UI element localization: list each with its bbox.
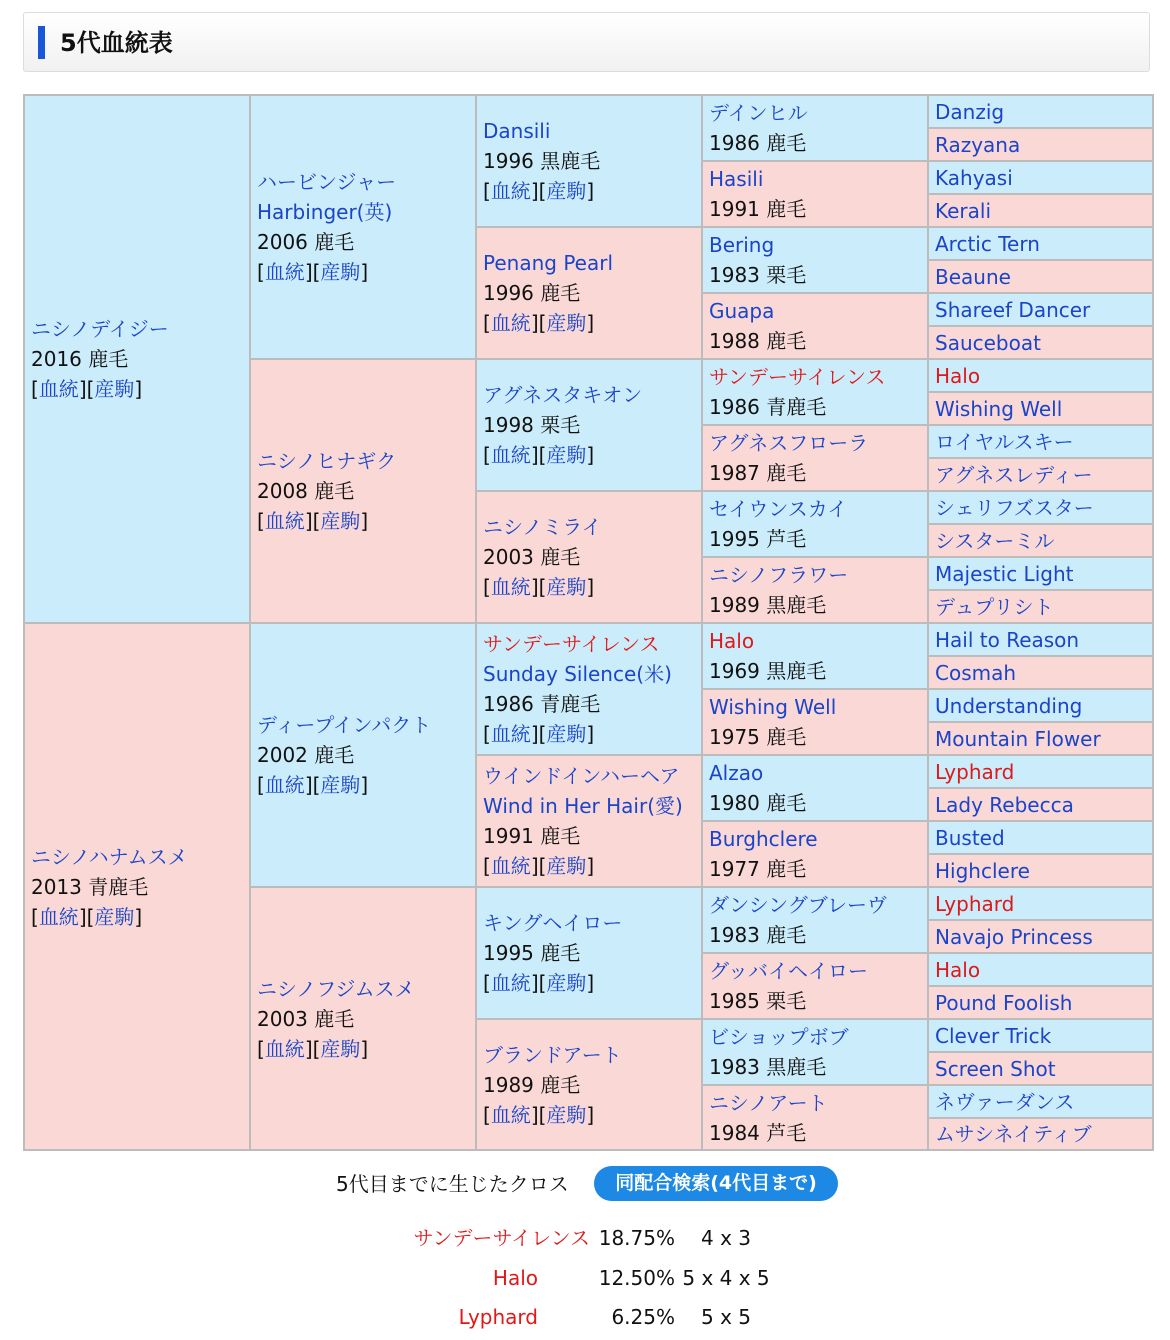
horse-cell-gen4 <box>702 227 928 293</box>
horse-name-link[interactable]: Pound Foolish <box>935 990 1073 1015</box>
pedigree-link[interactable]: 血統 <box>264 773 305 797</box>
horse-name-link[interactable]: ムサシネイティブ <box>935 1122 1092 1146</box>
horse-name-link[interactable]: Cosmah <box>935 660 1017 685</box>
horse-name-link[interactable]: Danzig <box>935 99 1005 124</box>
horse-cell-gen5 <box>928 194 1153 227</box>
horse-name-link[interactable]: Halo <box>935 363 981 388</box>
horse-cell-gen5 <box>928 1052 1153 1085</box>
horse-name-link[interactable]: Kerali <box>935 198 992 223</box>
horse-year-color: 1991 鹿毛 <box>483 824 581 848</box>
horse-name-link[interactable]: Highclere <box>935 858 1030 883</box>
horse-cell-gen5 <box>928 260 1153 293</box>
horse-cell-gen5 <box>928 623 1153 656</box>
horse-cell-gen4 <box>702 293 928 359</box>
horse-name-link[interactable]: Busted <box>935 825 1005 850</box>
horse-cell-gen5 <box>928 590 1153 623</box>
horse-cell-gen5 <box>928 491 1153 524</box>
pedigree-row <box>24 623 1153 656</box>
horse-name-link[interactable]: ディープインパクト <box>257 713 432 737</box>
horse-links: [血統][産駒] <box>483 443 595 467</box>
horse-cell-gen5 <box>928 722 1153 755</box>
horse-cell-gen5 <box>928 788 1153 821</box>
horse-name-link[interactable]: Burghclere <box>709 827 818 851</box>
horse-name-link[interactable]: サンデーサイレンス <box>709 365 886 389</box>
horse-cell-gen5 <box>928 425 1153 458</box>
pedigree-link[interactable]: 血統 <box>490 722 531 746</box>
horse-name-link[interactable]: サンデーサイレンス <box>483 632 660 656</box>
horse-links: [血統][産駒] <box>483 1102 595 1127</box>
horse-year-color: 1985 栗毛 <box>709 989 807 1013</box>
pedigree-link[interactable]: 血統 <box>38 377 79 401</box>
horse-cell-gen5 <box>928 458 1153 491</box>
horse-year-color: 1983 鹿毛 <box>709 923 807 947</box>
pedigree-link[interactable]: 血統 <box>38 904 79 929</box>
offspring-link[interactable]: 産駒 <box>320 1036 361 1061</box>
horse-cell-gen4 <box>702 953 928 1019</box>
horse-cell-gen4 <box>702 623 928 689</box>
offspring-link[interactable]: 産駒 <box>94 904 135 929</box>
horse-year-color: 1986 青鹿毛 <box>709 395 827 419</box>
horse-cell-gen1 <box>24 95 250 623</box>
horse-cell-gen5 <box>928 821 1153 854</box>
horse-year-color: 1989 黒鹿毛 <box>709 593 827 617</box>
horse-year-color: 1987 鹿毛 <box>709 461 807 485</box>
cross-label: 5代目までに生じたクロス <box>336 1172 569 1196</box>
horse-name-link[interactable]: デュプリシト <box>935 594 1054 619</box>
horse-links: [血統][産駒] <box>483 311 595 335</box>
horse-year-color: 1988 鹿毛 <box>709 329 807 353</box>
horse-english-name-link[interactable]: Wind in Her Hair(愛) <box>483 794 683 818</box>
cross-horse-name[interactable]: Lyphard <box>458 1305 538 1329</box>
horse-year-color: 2003 鹿毛 <box>257 1006 355 1031</box>
horse-year-color: 1975 鹿毛 <box>709 725 807 749</box>
horse-name-link[interactable]: Shareef Dancer <box>935 297 1091 322</box>
horse-cell-gen5 <box>928 557 1153 590</box>
pedigree-link[interactable]: 血統 <box>490 575 531 599</box>
horse-cell-gen5 <box>928 755 1153 788</box>
horse-name-link[interactable]: グッバイヘイロー <box>709 959 868 983</box>
horse-name-link[interactable]: ハービンジャー <box>257 170 397 194</box>
horse-cell-gen5 <box>928 1019 1153 1052</box>
horse-year-color: 2003 鹿毛 <box>483 545 581 569</box>
horse-name-link[interactable]: Alzao <box>709 761 764 785</box>
offspring-link[interactable]: 産駒 <box>546 443 587 467</box>
horse-name-link[interactable]: Understanding <box>935 693 1083 718</box>
horse-year-color: 1977 鹿毛 <box>709 857 807 881</box>
horse-name-link[interactable]: Halo <box>935 957 981 982</box>
horse-name-link[interactable]: Arctic Tern <box>935 231 1040 256</box>
pedigree-table <box>23 94 1154 1151</box>
horse-name-link[interactable]: Penang Pearl <box>483 251 613 275</box>
horse-name-link[interactable]: Clever Trick <box>935 1023 1052 1048</box>
horse-links: [血統][産駒] <box>483 854 595 878</box>
pedigree-link[interactable]: 血統 <box>490 971 531 995</box>
horse-year-color: 1984 芦毛 <box>709 1120 807 1145</box>
horse-links: [血統][産駒] <box>483 575 595 599</box>
horse-cell-gen2 <box>250 623 476 887</box>
horse-cell-gen3 <box>476 227 702 359</box>
same-breeding-search-button[interactable]: 同配合検索(4代目まで) <box>594 1166 838 1201</box>
horse-name-link[interactable]: アグネスタキオン <box>483 383 643 407</box>
horse-name-link[interactable]: ニシノフラワー <box>709 563 849 587</box>
horse-cell-gen5 <box>928 689 1153 722</box>
horse-links: [血統][産駒] <box>257 509 369 533</box>
offspring-link[interactable]: 産駒 <box>320 773 361 797</box>
cross-percent: 18.75% <box>598 1226 675 1250</box>
horse-cell-gen5 <box>928 128 1153 161</box>
cross-horse-name[interactable]: Halo <box>492 1266 538 1290</box>
horse-year-color: 1986 青鹿毛 <box>483 692 601 716</box>
horse-cell-gen5 <box>928 293 1153 326</box>
horse-cell-gen4 <box>702 491 928 557</box>
horse-cell-gen4 <box>702 359 928 425</box>
cross-percent: 6.25% <box>611 1305 675 1329</box>
horse-cell-gen4 <box>702 161 928 227</box>
horse-cell-gen4 <box>702 425 928 491</box>
offspring-link[interactable]: 産駒 <box>320 509 361 533</box>
horse-cell-gen5 <box>928 887 1153 920</box>
offspring-link[interactable]: 産駒 <box>320 260 361 284</box>
cross-pattern: 5 x 5 <box>701 1305 751 1329</box>
pedigree-link[interactable]: 血統 <box>490 1102 531 1127</box>
offspring-link[interactable]: 産駒 <box>546 311 587 335</box>
horse-name-link[interactable]: アグネスレディー <box>935 462 1093 487</box>
horse-year-color: 1980 鹿毛 <box>709 791 807 815</box>
horse-cell-gen5 <box>928 95 1153 128</box>
horse-name-link[interactable]: Lyphard <box>935 759 1015 784</box>
horse-cell-gen5 <box>928 953 1153 986</box>
horse-cell-gen3 <box>476 359 702 491</box>
pedigree-link[interactable]: 血統 <box>490 311 531 335</box>
horse-name-link[interactable]: ニシノヒナギク <box>257 449 397 473</box>
offspring-link[interactable]: 産駒 <box>546 575 587 599</box>
horse-links: [血統][産駒] <box>257 773 369 797</box>
horse-name-link[interactable]: ニシノアート <box>709 1090 828 1115</box>
horse-cell-gen4 <box>702 887 928 953</box>
horse-links: [血統][産駒] <box>483 179 595 203</box>
horse-year-color: 1995 芦毛 <box>709 527 807 551</box>
horse-year-color: 1996 鹿毛 <box>483 281 581 305</box>
horse-name-link[interactable]: Wishing Well <box>935 396 1063 421</box>
horse-cell-gen5 <box>928 227 1153 260</box>
horse-english-name-link[interactable]: Sunday Silence(米) <box>483 662 672 686</box>
horse-name-link[interactable]: ニシノフジムスメ <box>257 976 415 1001</box>
horse-year-color: 1986 鹿毛 <box>709 131 807 155</box>
horse-name-link[interactable]: ニシノハナムスメ <box>31 844 188 869</box>
horse-year-color: 1989 鹿毛 <box>483 1072 581 1097</box>
horse-name-link[interactable]: ビショップボブ <box>709 1025 849 1049</box>
horse-name-link[interactable]: デインヒル <box>709 101 808 125</box>
horse-cell-gen3 <box>476 1019 702 1150</box>
horse-links: [血統][産駒] <box>31 904 143 929</box>
horse-name-link[interactable]: アグネスフローラ <box>709 431 869 455</box>
horse-name-link[interactable]: Hail to Reason <box>935 627 1080 652</box>
horse-name-link[interactable]: ニシノミライ <box>483 515 602 539</box>
horse-cell-gen3 <box>476 491 702 623</box>
offspring-link[interactable]: 産駒 <box>546 971 587 995</box>
horse-cell-gen5 <box>928 656 1153 689</box>
cross-pattern: 5 x 4 x 5 <box>682 1266 770 1290</box>
horse-name-link[interactable]: Screen Shot <box>935 1056 1056 1081</box>
horse-cell-gen5 <box>928 1118 1153 1150</box>
horse-year-color: 2016 鹿毛 <box>31 347 129 371</box>
horse-name-link[interactable]: Bering <box>709 233 775 257</box>
horse-name-link[interactable]: ニシノデイジー <box>31 317 169 341</box>
horse-name-link[interactable]: Mountain Flower <box>935 726 1101 751</box>
section-header <box>23 12 1150 72</box>
horse-links: [血統][産駒] <box>31 377 143 401</box>
page-title: 5代血統表 <box>60 29 173 57</box>
horse-name-link[interactable]: Kahyasi <box>935 165 1013 190</box>
horse-english-name-link[interactable]: Harbinger(英) <box>257 200 393 224</box>
horse-name-link[interactable]: シスターミル <box>935 528 1055 553</box>
horse-links: [血統][産駒] <box>257 260 369 284</box>
horse-name-link[interactable]: ダンシングブレーヴ <box>709 893 887 917</box>
offspring-link[interactable]: 産駒 <box>546 854 587 878</box>
horse-name-link[interactable]: Hasili <box>709 167 764 191</box>
horse-name-link[interactable]: Sauceboat <box>935 330 1041 355</box>
horse-year-color: 2013 青鹿毛 <box>31 874 149 899</box>
horse-cell-gen5 <box>928 326 1153 359</box>
pedigree-link[interactable]: 血統 <box>490 854 531 878</box>
horse-cell-gen5 <box>928 161 1153 194</box>
horse-year-color: 1995 鹿毛 <box>483 941 581 965</box>
horse-cell-gen5 <box>928 854 1153 887</box>
horse-cell-gen3 <box>476 95 702 227</box>
horse-cell-gen2 <box>250 887 476 1150</box>
pedigree-link[interactable]: 血統 <box>264 1036 305 1061</box>
pedigree-row <box>24 95 1153 128</box>
horse-links: [血統][産駒] <box>483 971 595 995</box>
offspring-link[interactable]: 産駒 <box>94 377 135 401</box>
horse-cell-gen5 <box>928 524 1153 557</box>
horse-cell-gen4 <box>702 689 928 755</box>
horse-year-color: 2002 鹿毛 <box>257 743 355 767</box>
horse-year-color: 2006 鹿毛 <box>257 230 355 254</box>
horse-cell-gen4 <box>702 557 928 623</box>
horse-cell-gen3 <box>476 887 702 1019</box>
horse-name-link[interactable]: Halo <box>709 629 755 653</box>
horse-name-link[interactable]: ウインドインハーヘア <box>483 764 680 788</box>
header-accent-bar <box>38 26 45 59</box>
horse-name-link[interactable]: Razyana <box>935 132 1021 157</box>
horse-name-link[interactable]: Navajo Princess <box>935 924 1093 949</box>
horse-name-link[interactable]: Lyphard <box>935 891 1015 916</box>
horse-cell-gen1 <box>24 623 250 1150</box>
horse-name-link[interactable]: ネヴァーダンス <box>935 1089 1075 1114</box>
horse-cell-gen4 <box>702 95 928 161</box>
horse-year-color: 1983 黒鹿毛 <box>709 1055 827 1079</box>
pedigree-link[interactable]: 血統 <box>264 509 305 533</box>
horse-year-color: 1969 黒鹿毛 <box>709 659 827 683</box>
horse-name-link[interactable]: Beaune <box>935 264 1011 289</box>
horse-cell-gen4 <box>702 821 928 887</box>
horse-name-link[interactable]: ブランドアート <box>483 1042 622 1067</box>
horse-name-link[interactable]: Guapa <box>709 299 775 323</box>
horse-year-color: 1996 黒鹿毛 <box>483 149 601 173</box>
pedigree-link[interactable]: 血統 <box>490 443 531 467</box>
horse-name-link[interactable]: Wishing Well <box>709 695 837 719</box>
pedigree-link[interactable]: 血統 <box>264 260 305 284</box>
horse-name-link[interactable]: セイウンスカイ <box>709 497 848 521</box>
horse-name-link[interactable]: Majestic Light <box>935 561 1074 586</box>
cross-horse-name[interactable]: サンデーサイレンス <box>413 1226 590 1250</box>
horse-cell-gen5 <box>928 986 1153 1019</box>
horse-name-link[interactable]: ロイヤルスキー <box>935 429 1074 454</box>
offspring-link[interactable]: 産駒 <box>546 1102 587 1127</box>
horse-cell-gen2 <box>250 95 476 359</box>
horse-cell-gen5 <box>928 359 1153 392</box>
horse-links: [血統][産駒] <box>257 1036 369 1061</box>
horse-cell-gen4 <box>702 1085 928 1150</box>
horse-cell-gen5 <box>928 920 1153 953</box>
horse-name-link[interactable]: Dansili <box>483 119 551 143</box>
horse-year-color: 1998 栗毛 <box>483 413 581 437</box>
horse-cell-gen4 <box>702 755 928 821</box>
horse-name-link[interactable]: Lady Rebecca <box>935 792 1074 817</box>
horse-name-link[interactable]: シェリフズスター <box>935 495 1094 520</box>
horse-year-color: 1983 栗毛 <box>709 263 807 287</box>
cross-pattern: 4 x 3 <box>701 1226 751 1250</box>
cross-percent: 12.50% <box>598 1266 675 1290</box>
horse-year-color: 1991 鹿毛 <box>709 197 807 221</box>
horse-cell-gen2 <box>250 359 476 623</box>
horse-cell-gen5 <box>928 1085 1153 1118</box>
pedigree-link[interactable]: 血統 <box>490 179 531 203</box>
offspring-link[interactable]: 産駒 <box>546 722 587 746</box>
horse-cell-gen5 <box>928 392 1153 425</box>
horse-cell-gen3 <box>476 623 702 755</box>
horse-cell-gen3 <box>476 755 702 887</box>
horse-cell-gen4 <box>702 1019 928 1085</box>
horse-name-link[interactable]: キングヘイロー <box>483 911 623 935</box>
horse-links: [血統][産駒] <box>483 722 595 746</box>
offspring-link[interactable]: 産駒 <box>546 179 587 203</box>
horse-year-color: 2008 鹿毛 <box>257 479 355 503</box>
